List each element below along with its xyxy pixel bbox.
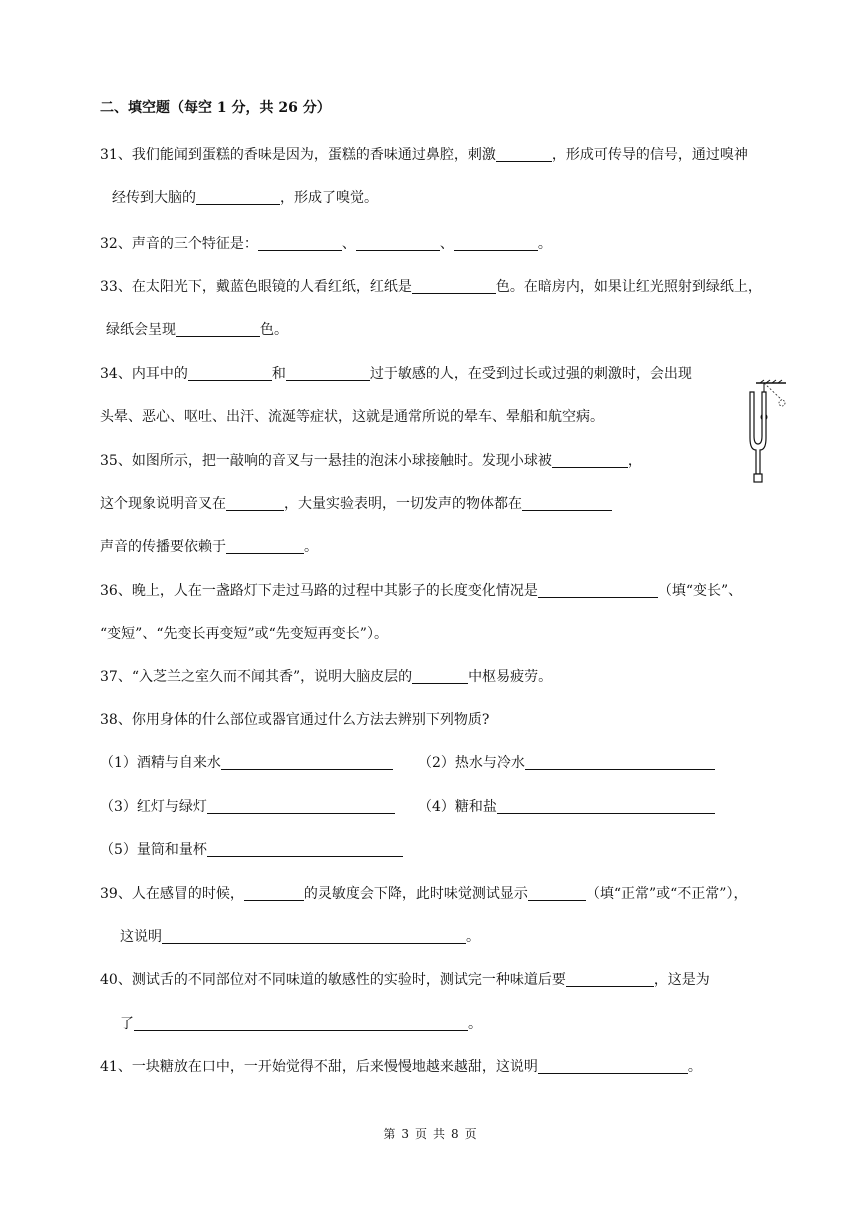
q38-blank-3[interactable] (207, 799, 395, 814)
q39-text-a: 39、人在感冒的时候， (100, 886, 244, 902)
q40-text-b: ，这是为 (653, 972, 710, 988)
q36-text-a: 36、晚上，人在一盏路灯下走过马路的过程中其影子的长度变化情况是 (100, 583, 538, 599)
q33-text-c: 绿纸会呈现 (106, 322, 176, 338)
q31-blank-1[interactable] (496, 147, 552, 162)
q31-text-a: 31、我们能闻到蛋糕的香味是因为，蛋糕的香味通过鼻腔，刺激 (100, 147, 496, 163)
question-36-line1 (100, 581, 742, 601)
question-35-line1 (100, 451, 642, 471)
q38-blank-2[interactable] (525, 755, 715, 770)
q35-text-a: 35、如图所示，把一敲响的音叉与一悬挂的泡沫小球接触时。发现小球被 (100, 453, 552, 469)
q39-text-d: 这说明 (120, 929, 162, 945)
question-31-line1 (100, 145, 748, 165)
q35-blank-3[interactable] (522, 496, 612, 511)
q38-blank-4[interactable] (497, 799, 715, 814)
question-33-line2 (106, 320, 288, 340)
question-38-item5 (100, 840, 403, 860)
q38-item3-label: （3）红灯与绿灯 (100, 799, 207, 815)
q32-sep-1: 、 (341, 236, 356, 252)
q34-text-c: 过于敏感的人，在受到过长或过强的刺激时，会出现 (369, 366, 692, 382)
q35-blank-4[interactable] (226, 539, 304, 554)
q31-text-d: ，形成了嗅觉。 (280, 190, 378, 206)
footer-total-pages: 8 (451, 1127, 459, 1141)
q32-blank-2[interactable] (356, 236, 440, 251)
q32-sep-2: 、 (439, 236, 454, 252)
q32-end: 。 (537, 236, 552, 252)
question-38-item1 (100, 753, 393, 773)
q34-text-a: 34、内耳中的 (100, 366, 188, 382)
q34-blank-2[interactable] (286, 366, 370, 381)
q35-text-d: ，大量实验表明，一切发声的物体都在 (284, 496, 522, 512)
question-40-line1 (100, 970, 710, 990)
q37-text-a: 37、“入芝兰之室久而不闻其香”，说明大脑皮层的 (100, 669, 413, 685)
question-41 (100, 1057, 702, 1077)
footer-page-number: 3 (401, 1127, 409, 1141)
footer-text-3: 共 (433, 1127, 446, 1141)
q35-blank-2[interactable] (226, 496, 284, 511)
q39-text-b: 的灵敏度会下降，此时味觉测试显示 (303, 886, 528, 902)
q38-item1-label: （1）酒精与自来水 (100, 755, 221, 771)
q39-text-e: 。 (466, 929, 480, 945)
q35-text-e: 声音的传播要依赖于 (100, 539, 226, 555)
question-40-line2 (120, 1014, 482, 1034)
q36-blank-1[interactable] (538, 583, 658, 598)
question-33-line1 (100, 277, 762, 297)
question-37 (100, 667, 552, 687)
q38-blank-1[interactable] (221, 755, 393, 770)
footer-text-4: 页 (464, 1127, 477, 1141)
page-footer (0, 1125, 860, 1142)
question-35-line2 (100, 494, 612, 514)
q41-blank-1[interactable] (538, 1059, 688, 1074)
q38-blank-5[interactable] (207, 842, 403, 857)
q31-text-b: ，形成可传导的信号，通过嗅神 (551, 147, 748, 163)
question-38-item2 (418, 753, 715, 773)
q39-text-c: （填“正常”或“不正常”）， (585, 886, 748, 902)
q40-text-d: 。 (468, 1016, 482, 1032)
q40-text-a: 40、测试舌的不同部位对不同味道的敏感性的实验时，测试完一种味道后要 (100, 972, 566, 988)
question-38-item4 (418, 797, 715, 817)
question-38-title: 38、你用身体的什么部位或器官通过什么方法去辨别下列物质? (100, 712, 490, 728)
footer-text-2: 页 (414, 1127, 427, 1141)
question-38-item3 (100, 797, 395, 817)
q41-text-a: 41、一块糖放在口中，一开始觉得不甜，后来慢慢地越来越甜，这说明 (100, 1059, 538, 1075)
q32-text: 32、声音的三个特征是： (100, 236, 258, 252)
q38-item2-label: （2）热水与冷水 (418, 755, 525, 771)
q39-blank-1[interactable] (244, 886, 304, 901)
q33-text-b: 色。在暗房内，如果让红光照射到绿纸上， (495, 279, 762, 295)
q32-blank-3[interactable] (454, 236, 538, 251)
q35-text-c: 这个现象说明音叉在 (100, 496, 226, 512)
q34-text-b: 和 (271, 366, 286, 382)
q31-blank-2[interactable] (196, 190, 280, 205)
q33-text-d: 色。 (260, 322, 288, 338)
q35-text-f: 。 (304, 539, 318, 555)
q35-blank-1[interactable] (552, 453, 628, 468)
q33-text-a: 33、在太阳光下，戴蓝色眼镜的人看红纸，红纸是 (100, 279, 412, 295)
q40-blank-2[interactable] (134, 1016, 468, 1031)
q33-blank-1[interactable] (412, 279, 496, 294)
question-39-line2 (120, 927, 480, 947)
q33-blank-2[interactable] (176, 322, 260, 337)
question-32 (100, 234, 552, 254)
q40-blank-1[interactable] (566, 972, 654, 987)
q38-item5-label: （5）量筒和量杯 (100, 842, 207, 858)
question-31-line2 (112, 188, 378, 208)
question-34-line1 (100, 364, 692, 384)
q41-text-b: 。 (687, 1059, 702, 1075)
question-39-line1 (100, 884, 747, 904)
q37-blank-1[interactable] (412, 669, 468, 684)
q40-text-c: 了 (120, 1016, 134, 1032)
q35-text-b: ， (627, 453, 642, 469)
question-35-line3 (100, 537, 318, 557)
tuning-fork-figure (738, 378, 788, 488)
question-34-line2: 头晕、恶心、呕吐、出汗、流涎等症状，这就是通常所说的晕车、晕船和航空病。 (100, 409, 604, 425)
q34-blank-1[interactable] (188, 366, 272, 381)
q32-blank-1[interactable] (258, 236, 342, 251)
q39-blank-2[interactable] (528, 886, 586, 901)
question-36-line2: “变短”、“先变长再变短”或“先变短再变长”）。 (100, 626, 388, 642)
q37-text-b: 中枢易疲劳。 (468, 669, 553, 685)
q39-blank-3[interactable] (162, 929, 466, 944)
q38-item4-label: （4）糖和盐 (418, 799, 497, 815)
section-title: 二、填空题（每空 1 分，共 26 分） (100, 100, 331, 116)
q36-text-b: （填“变长”、 (657, 583, 743, 599)
footer-text-1: 第 (383, 1127, 396, 1141)
q31-text-c: 经传到大脑的 (112, 190, 196, 206)
